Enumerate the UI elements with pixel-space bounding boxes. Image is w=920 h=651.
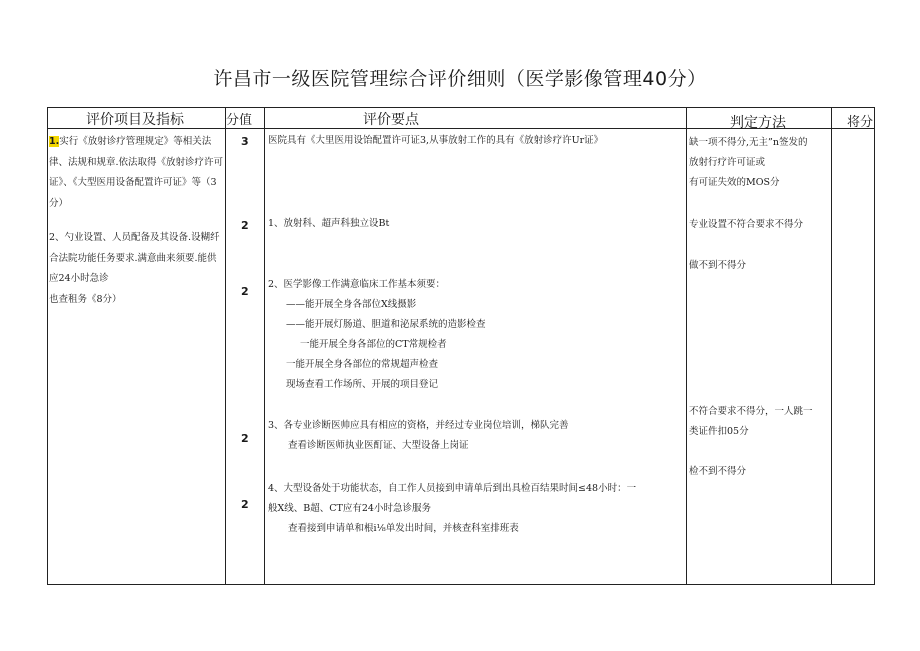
column-divider (225, 108, 226, 584)
header-item: 评价项目及指标 (86, 112, 184, 128)
method-4b: 类证件扣05分 (689, 426, 749, 437)
score-1: 3 (241, 135, 249, 148)
point-5b: 般X线、B超、CT应有24小时急诊服务 (268, 503, 431, 514)
point-5c: 查看接到申请单和根i⅛单发出时间，并核查科室排班表 (288, 523, 519, 534)
header-score: 分值 (226, 113, 253, 128)
column-divider (686, 108, 687, 584)
point-3c: 一能开展全身各部位的CT常规检者 (300, 339, 447, 350)
item-1-text: 实行《放射诊疗管理规定》等相关法律、法规和规章.依法取得《放射诊疗许可证》、《大型医用设备配置许可证》等（3分） (49, 136, 224, 209)
point-4: 3、各专业诊断医帅应具有相应的资格，并经过专业岗位培训，梯队完善 (268, 420, 569, 431)
score-4: 2 (241, 432, 249, 445)
score-5: 2 (241, 498, 249, 511)
header-deduct: 将分 (847, 115, 874, 130)
page-title: 许昌市一级医院管理综合评价细则（医学影像管理40分） (213, 68, 707, 90)
column-divider (264, 108, 265, 584)
method-1a: 缺一项不得分,无主”n签发的 (689, 137, 808, 148)
header-points: 评价要点 (363, 112, 419, 128)
method-5: 检不到不得分 (689, 466, 747, 477)
point-1: 医院具有《大里医用设饴配置许可证3,从事放射工作的具有《放射诊疗许Ur证》 (268, 135, 604, 146)
score-3: 2 (241, 285, 249, 298)
point-3d: 一能开展全身各部位的常规超声检查 (286, 359, 439, 370)
header-method: 判定方法 (730, 115, 786, 131)
column-divider (831, 108, 832, 584)
score-2: 2 (241, 219, 249, 232)
point-3e: 现场查看工作场所、开展的项目登记 (286, 379, 439, 390)
item-2-note: 也查租务《8分） (49, 293, 122, 305)
point-5a: 4、大型设备处于功能状态，自工作人员接到申请单后到出具检百结果时间≤48小时：一 (268, 483, 637, 494)
point-3a: ——能开展全身各部位X线摄影 (286, 299, 417, 310)
method-2: 专业设置不符合要求不得分 (689, 219, 804, 230)
point-3b: ——能开展灯肠道、胆道和泌尿系统的造影检查 (286, 319, 486, 330)
method-1b: 放射行疗许可证或 (689, 157, 766, 168)
item-1-highlight: 1. (49, 136, 60, 147)
method-1c: 有可证失效的MOS分 (689, 177, 780, 188)
method-3: 做不到不得分 (689, 260, 747, 271)
evaluation-table (47, 107, 875, 585)
point-3: 2、医学影像工作满意临床工作基本须要： (268, 279, 446, 290)
item-2 (49, 228, 224, 310)
item-1 (49, 132, 224, 214)
method-4a: 不符合要求不得分，一人跳一 (689, 406, 813, 417)
point-2: 1、放射科、超声科独立设Bt (268, 218, 390, 229)
item-2-text: 2、勺业设置、人员配备及其设备.设糊纤合法院功能任务要求.满意曲来须要.能供应24小时急诊 (49, 232, 220, 284)
evaluation-item-text (49, 132, 224, 310)
point-4a: 查看诊断医师执业医酊证、大型设备上岗证 (288, 440, 469, 451)
